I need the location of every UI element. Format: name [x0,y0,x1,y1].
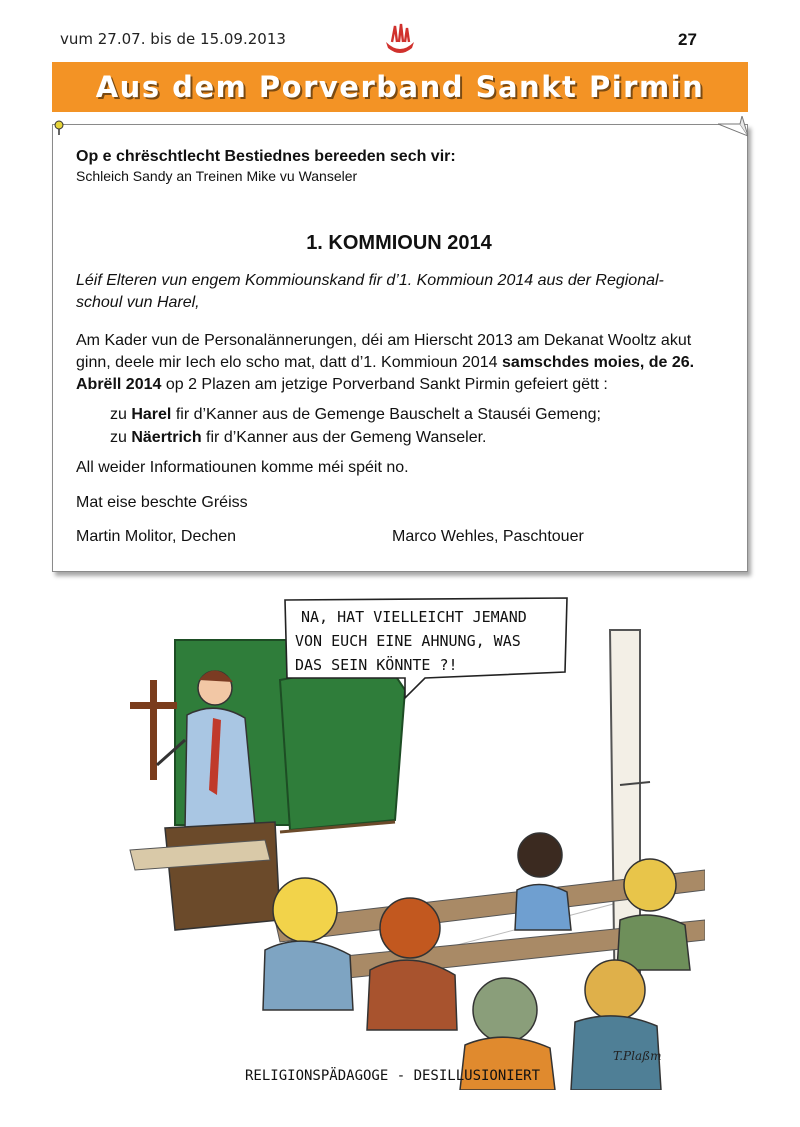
lectern [165,822,280,930]
artist-signature: T.Plaßm [613,1049,662,1063]
crucifix [150,680,157,780]
baptism-names: Schleich Sandy an Treinen Mike vu Wanseler [76,168,358,184]
signature-dean: Martin Molitor, Dechen [76,528,237,545]
banner-title: Aus dem Porverband Sankt Pirmin [95,70,705,104]
paragraph-text-end: op 2 Plazen am jetzige Porverband Sankt Pirmin gefeiert gëtt : [161,376,608,393]
communion-date: samschdes moies, de 26. Abrëll 2014 [76,354,695,393]
parish-logo-icon [382,22,418,56]
pushpin-icon [52,120,66,136]
paragraph-text-start: Am Kader vun de Personalännerungen, déi am Hierscht 2013 am Dekanat Wooltz akut ginn, deele mir Iech elo scho mat, datt d’1. Kommioun 2014 [76,332,692,371]
header-date-range: vum 27.07. bis de 15.09.2013 [60,30,286,48]
location-harel: zu Harel fir d’Kanner aus de Gemenge Bauschelt a Stauséi Gemeng; [110,406,601,423]
further-info: All weider Informatiounen komme méi spéit no. [76,459,409,476]
salutation [76,270,716,314]
religion-teacher-cartoon [105,590,705,1090]
speech-line-1: NA, HAT VIELLEICHT JEMAND [301,608,527,626]
page-curl-icon [718,116,748,138]
closing-greeting: Mat eise beschte Gréiss [76,494,248,511]
speech-line-3: DAS SEIN KÖNNTE ?! [295,656,458,674]
location-name-harel: Harel [131,406,172,423]
speech-line-2: VON EUCH EINE AHNUNG, WAS [295,632,521,650]
cartoon-caption: RELIGIONSPÄDAGOGE - DESILLUSIONIERT [245,1068,541,1084]
communion-title: 1. KOMMIOUN 2014 [306,232,492,254]
location-naertrich: zu Näertrich fir d’Kanner aus der Gemeng Wanseler. [110,429,487,446]
salutation-line-1: Léif Elteren vun engem Kommiounskand fir d’1. Kommioun 2014 aus der Regional- [76,272,664,289]
pupil [273,878,337,942]
page-number: 27 [678,30,697,49]
signature-priest: Marco Wehles, Paschtouer [392,528,584,545]
announcement-paragraph [76,330,721,396]
baptism-heading: Op e chrëschtlecht Bestiednes bereeden sech vir: [76,148,456,165]
location-name-naertrich: Näertrich [131,429,202,446]
salutation-line-2: schoul vun Harel, [76,294,200,311]
section-banner [52,62,748,112]
